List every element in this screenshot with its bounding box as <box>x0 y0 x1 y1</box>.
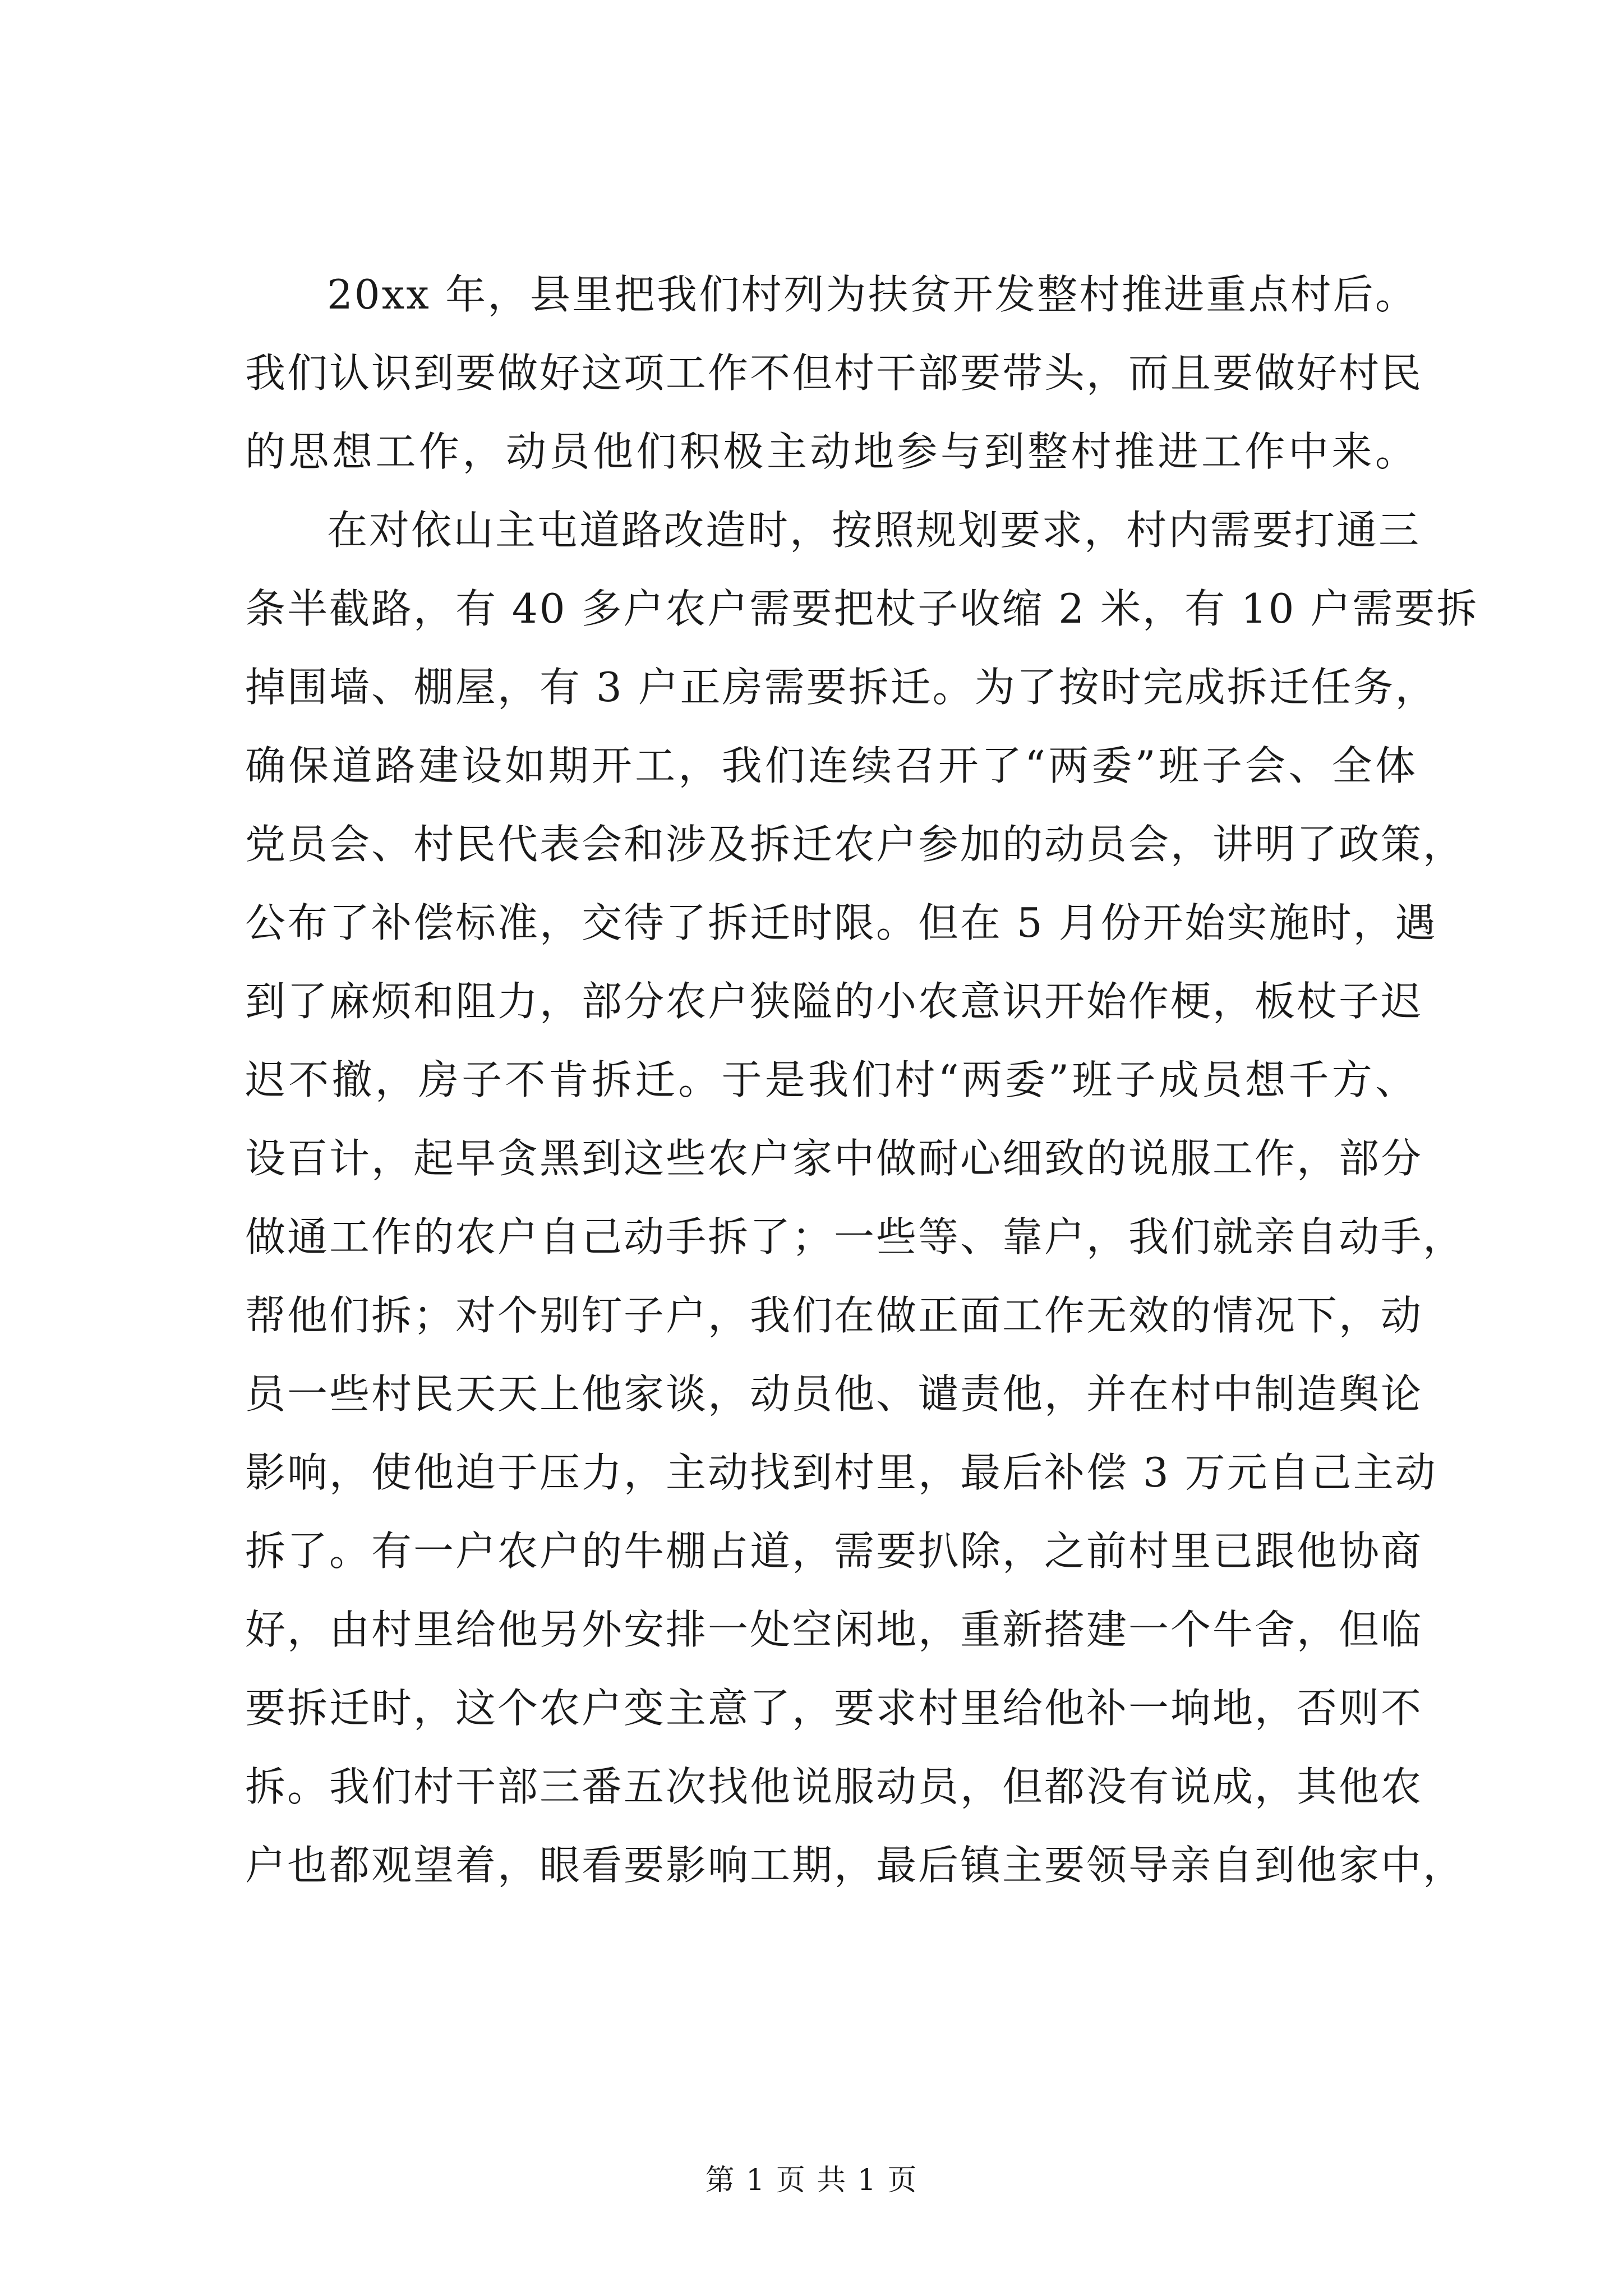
paragraph-2-line-14: 拆了。有一户农户的牛棚占道，需要扒除，之前村里已跟他协商 <box>245 1527 1423 1575</box>
paragraph-2-line-6: 公布了补偿标准，交待了拆迁时限。但在 5 月份开始实施时，遇 <box>245 899 1437 946</box>
paragraph-2-line-7: 到了麻烦和阻力，部分农户狭隘的小农意识开始作梗，板杖子迟 <box>245 978 1423 1025</box>
paragraph-1-line-1: 20xx 年，县里把我们村列为扶贫开发整村推进重点村后。 <box>327 271 1417 318</box>
paragraph-2-line-12: 员一些村民天天上他家谈，动员他、谴责他，并在村中制造舆论 <box>245 1370 1423 1418</box>
paragraph-2-line-9: 设百计，起早贪黑到这些农户家中做耐心细致的说服工作，部分 <box>245 1135 1423 1182</box>
paragraph-2-line-13: 影响，使他迫于压力，主动找到村里，最后补偿 3 万元自己主动 <box>245 1449 1437 1496</box>
paragraph-2-line-11: 帮他们拆；对个别钉子户，我们在做正面工作无效的情况下，动 <box>245 1292 1423 1339</box>
paragraph-2-line-4: 确保道路建设如期开工，我们连续召开了“两委”班子会、全体 <box>245 742 1417 789</box>
paragraph-2-line-5: 党员会、村民代表会和涉及拆迁农户参加的动员会，讲明了政策， <box>245 821 1465 868</box>
paragraph-2-line-8: 迟不撤，房子不肯拆迁。于是我们村“两委”班子成员想千方、 <box>245 1056 1417 1103</box>
paragraph-2-line-2: 条半截路，有 40 多户农户需要把杖子收缩 2 米，有 10 户需要拆 <box>245 585 1479 632</box>
paragraph-2-line-18: 户也都观望着，眼看要影响工期，最后镇主要领导亲自到他家中， <box>245 1842 1465 1889</box>
document-body <box>245 255 1479 1904</box>
paragraph-1-line-2: 我们认识到要做好这项工作不但村干部要带头，而且要做好村民 <box>245 349 1423 397</box>
paragraph-2-line-1: 在对依山主屯道路改造时，按照规划要求，村内需要打通三 <box>327 507 1421 554</box>
paragraph-2-line-10: 做通工作的农户自己动手拆了；一些等、靠户，我们就亲自动手， <box>245 1213 1465 1260</box>
paragraph-2-line-16: 要拆迁时，这个农户变主意了，要求村里给他补一垧地，否则不 <box>245 1685 1423 1732</box>
paragraph-2-line-15: 好，由村里给他另外安排一处空闲地，重新搭建一个牛舍，但临 <box>245 1606 1423 1653</box>
paragraph-2-line-3: 掉围墙、棚屋，有 3 户正房需要拆迁。为了按时完成拆迁任务， <box>245 664 1437 711</box>
page-footer: 第 1 页 共 1 页 <box>705 2164 918 2197</box>
paragraph-1-line-3: 的思想工作，动员他们积极主动地参与到整村推进工作中来。 <box>245 428 1417 475</box>
paragraph-2-line-17: 拆。我们村干部三番五次找他说服动员，但都没有说成，其他农 <box>245 1763 1423 1810</box>
